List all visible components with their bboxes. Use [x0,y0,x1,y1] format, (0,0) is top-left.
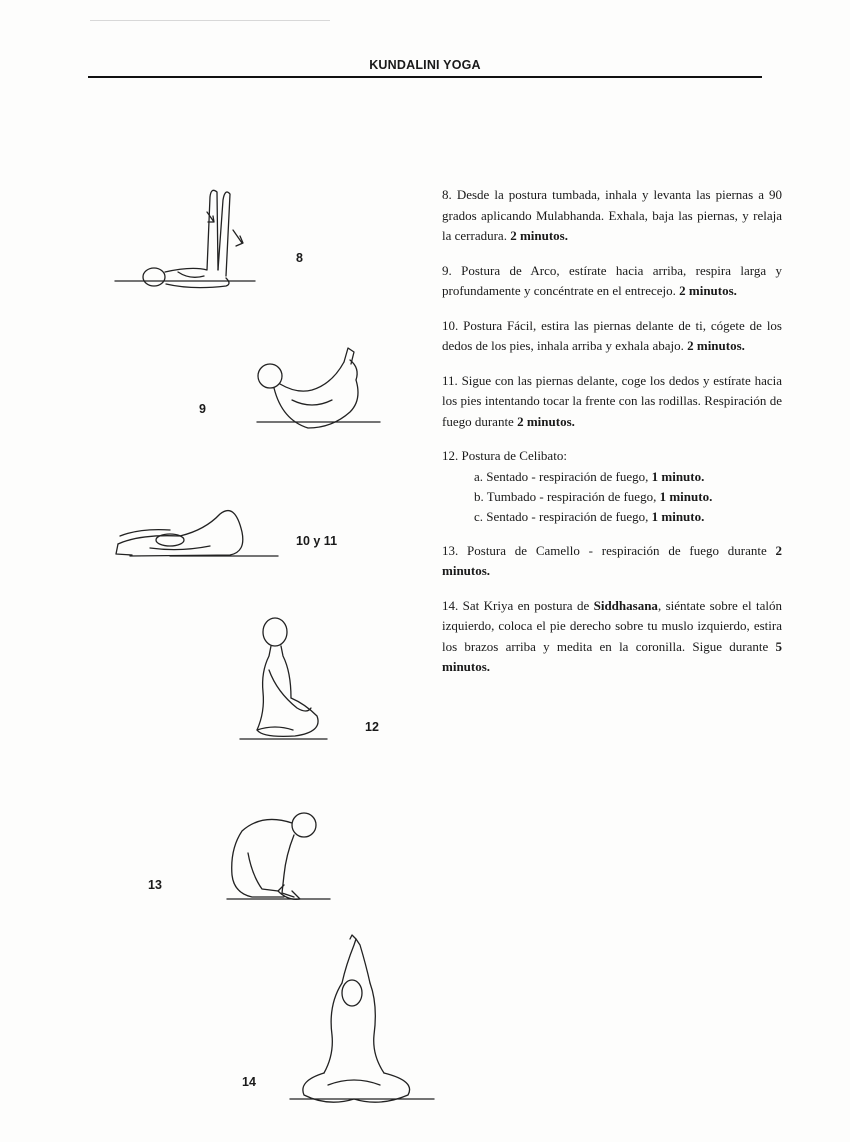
bow-pose-figure-icon [252,340,382,435]
instruction-steps [442,185,782,692]
step-9: 9. Postura de Arco, estírate hacia arriba, respira larga y profundamente y concéntrate en el entrecejo. 2 minutos. [442,262,783,298]
page-header: KUNDALINI YOGA [369,58,481,72]
step-12-sublist [474,467,782,527]
step-10: 10. Postura Fácil, estira las piernas delante de ti, cógete de los dedos de los pies, inhala arriba y exhala abajo. 2 minutos. [442,317,782,353]
step-12-sub-c: c. Sentado - respiración de fuego, 1 minuto. [474,508,705,524]
top-faint-rule [90,20,330,21]
figure-label-12: 12 [365,720,379,734]
forward-stretch-figure-icon [110,500,280,565]
figure-label-10y11: 10 y 11 [296,534,338,548]
sat-kriya-figure-icon [288,935,438,1110]
step-12: 12. Postura de Celibato: a. Sentado - respiración de fuego, 1 minuto. b. Tumbado - respiración de fuego, 1 minuto. c. Sentado - respiración de fuego, 1 minuto. [442,446,782,527]
header-rule [88,76,762,78]
figure-label-9: 9 [199,402,206,416]
step-12-sub-b: b. Tumbado - respiración de fuego, 1 minuto. [474,488,713,504]
figure-label-8: 8 [296,251,303,265]
step-11: 11. Sigue con las piernas delante, coge los dedos y estírate hacia los pies intentando tocar la frente con las rodillas. Respiración de fuego durante 2 minutos. [442,372,782,429]
step-14: 14. Sat Kriya en postura de Siddhasana, siéntate sobre el talón izquierdo, coloca el pie derecho sobre tu muslo izquierdo, estira los brazos arriba y medita en la coronilla. Sigue durante 5 minutos. [442,597,783,674]
celibate-pose-figure-icon [235,612,335,747]
step-13: 13. Postura de Camello - respiración de fuego durante 2 minutos. [442,542,783,578]
step-8: 8. Desde la postura tumbada, inhala y levanta las piernas a 90 grados aplicando Mulabhanda. Exhala, baja las piernas, y relaja la cerradura. 2 minutos. [442,187,783,243]
figure-label-13: 13 [148,878,162,892]
step-12-sub-a: a. Sentado - respiración de fuego, 1 minuto. [474,468,705,484]
figure-label-14: 14 [242,1075,256,1089]
camel-pose-figure-icon [222,805,332,905]
leg-raise-figure-icon [112,180,262,300]
